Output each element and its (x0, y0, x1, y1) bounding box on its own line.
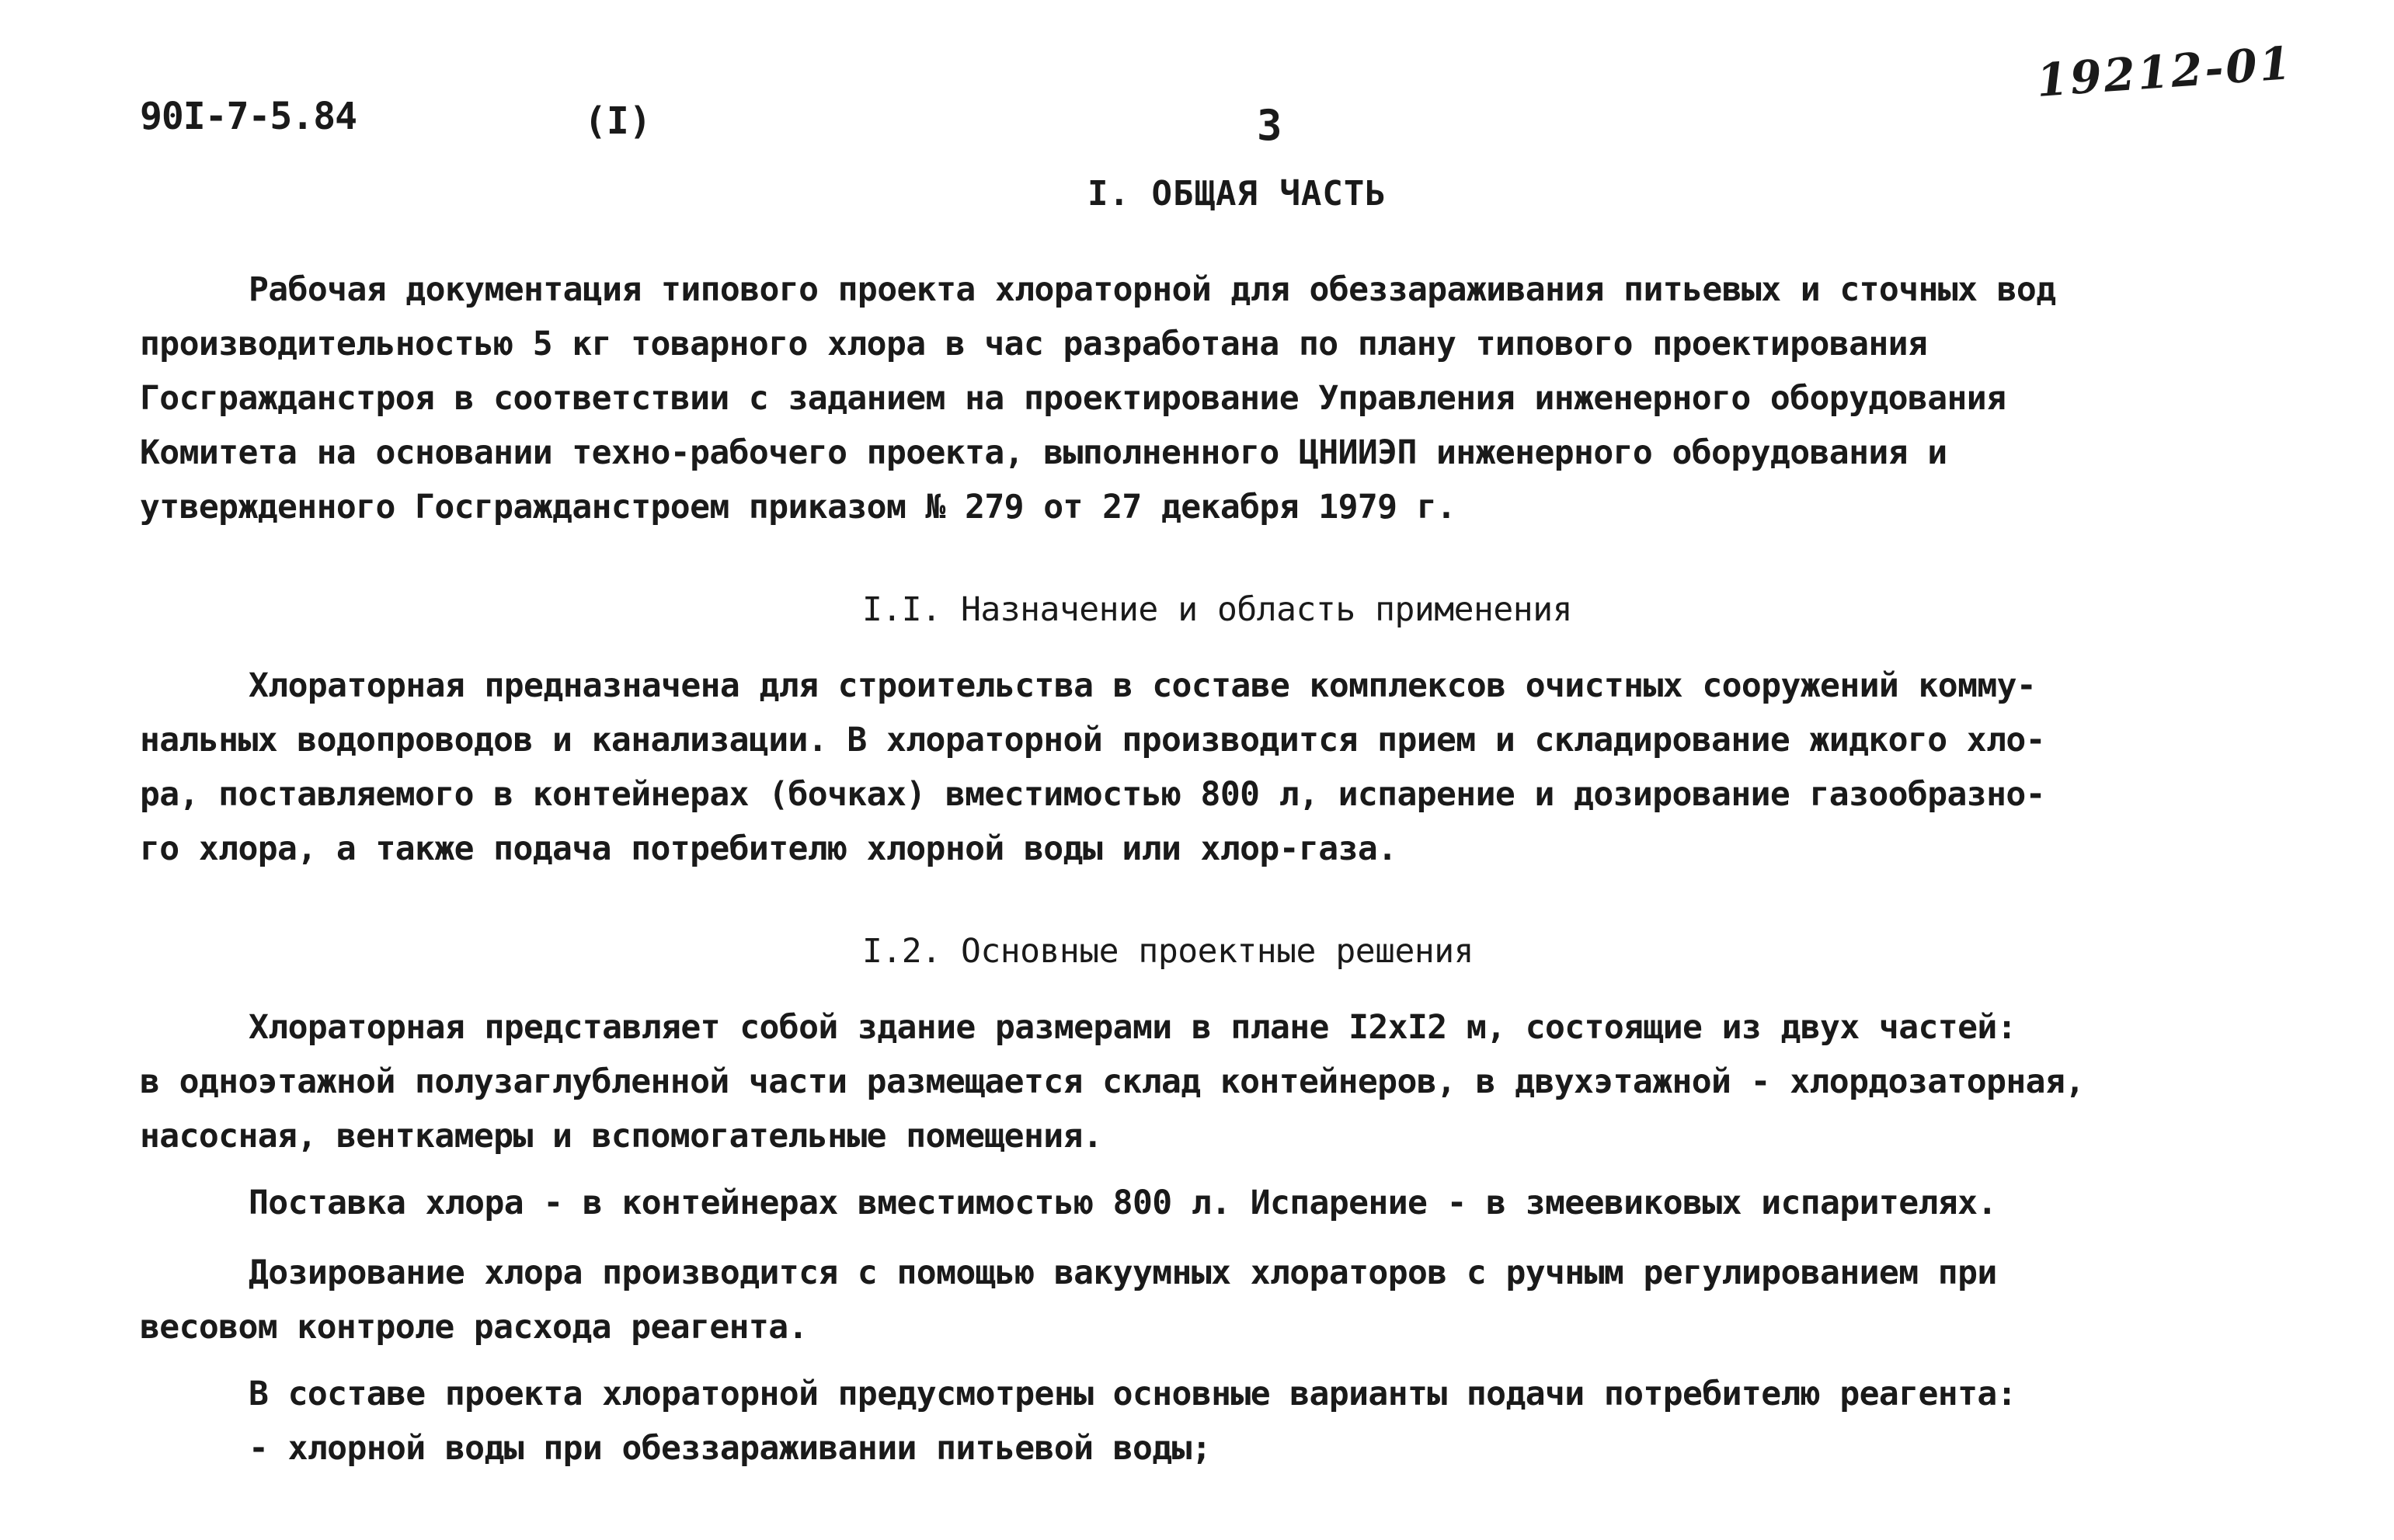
purpose-line: нальных водопроводов и канализации. В хлораторной производится прием и складирование жидкого хло- (140, 721, 2045, 760)
design-line: В составе проекта хлораторной предусмотрены основные варианты подачи потребителю реагента: (249, 1375, 2016, 1413)
design-line: Поставка хлора - в контейнерах вместимостью 800 л. Испарение - в змеевиковых испарителях. (249, 1184, 1997, 1222)
purpose-line: ра, поставляемого в контейнерах (бочках) вместимостью 800 л, испарение и дозирование газообразно- (140, 775, 2045, 814)
subsection-title-design-solutions: I.2. Основные проектные решения (862, 932, 1474, 971)
design-line: насосная, венткамеры и вспомогательные помещения. (140, 1117, 1103, 1156)
design-line: - хлорной воды при обеззараживании питьевой воды; (249, 1429, 1212, 1468)
section-title: I. ОБЩАЯ ЧАСТЬ (1087, 174, 1387, 214)
design-line: Дозирование хлора производится с помощью вакуумных хлораторов с ручным регулированием при (249, 1253, 1997, 1292)
intro-line: производительностью 5 кг товарного хлора в час разработана по плану типового проектирования (140, 325, 1928, 363)
intro-line: Рабочая документация типового проекта хлораторной для обеззараживания питьевых и сточных вод (249, 270, 2056, 309)
intro-line: Госгражданстроя в соответствии с заданием на проектирование Управления инженерного оборудования (140, 379, 2006, 418)
design-line: весовом контроле расхода реагента. (140, 1308, 808, 1347)
handwritten-reference: 19212-01 (2034, 37, 2295, 107)
design-line: в одноэтажной полузаглубленной части размещается склад контейнеров, в двухэтажной - хлордозаторная, (140, 1062, 2085, 1101)
document-part-number: (I) (584, 99, 652, 143)
purpose-line: Хлораторная предназначена для строительства в составе комплексов очистных сооружений комму- (249, 666, 2037, 705)
purpose-line: го хлора, а также подача потребителю хлорной воды или хлор-газа. (140, 829, 1397, 868)
page-number: 3 (1257, 101, 1282, 150)
document-code: 90I-7-5.84 (140, 95, 357, 138)
subsection-title-purpose: I.I. Назначение и область применения (862, 590, 1572, 629)
design-line: Хлораторная представляет собой здание размерами в плане I2xI2 м, состоящие из двух частей: (249, 1008, 2016, 1047)
intro-line: утвержденного Госгражданстроем приказом № 279 от 27 декабря 1979 г. (140, 488, 1456, 527)
intro-line: Комитета на основании техно-рабочего проекта, выполненного ЦНИИЭП инженерного оборудования и (140, 433, 1947, 472)
